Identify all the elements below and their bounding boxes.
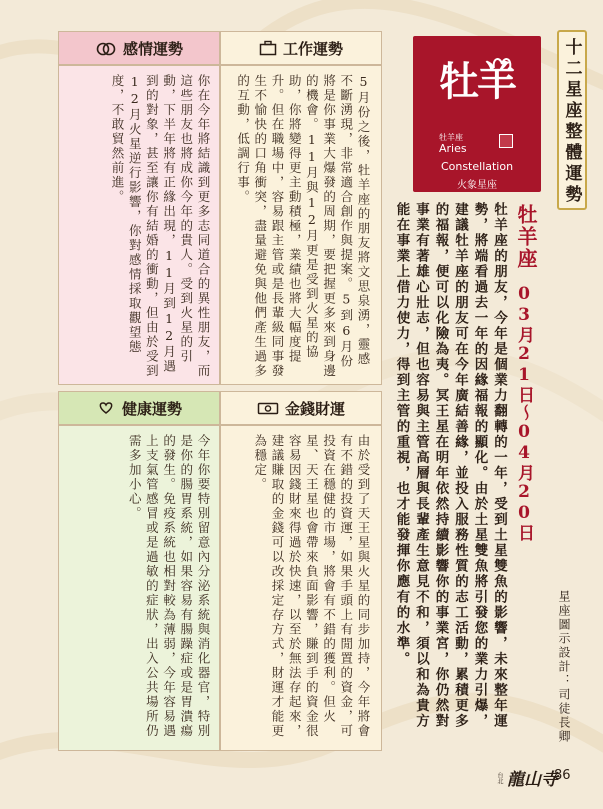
heart-hands-icon [96, 400, 116, 416]
love-header [58, 31, 220, 65]
money-header [220, 391, 382, 425]
career-text: 5月份之後，牡羊座的朋友將文思泉湧，靈感不斷湧現，非常適合創作與提案。5到6月份將是你事業大爆發的周期，要把握更多來到身邊的機會。11月與12月更是受到火星的協助，你將變得更主動積極，業績也將大幅度提升。但在職場中，容易跟主管或是長輩級同事發生不愉快的口角衝突，盡量避免與他們產生過多的互動，低調行事。 [235, 74, 371, 379]
section-title-bar [557, 30, 587, 210]
section-title: 十二星座整體運勢 [561, 38, 582, 206]
sign-constellation: Constellation [440, 160, 514, 173]
footer-logo-small: 台北 [496, 771, 503, 784]
money-text: 由於受到了天王星與火星的同步加持，今年將會有不錯的投資運，如果手頭上有閒置的資金，可投資在穩健的市場，將會有不錯的獲利。但火星、天王星也會帶來負面影響，賺到手的資金很容易因錢財來得過於快速，以至於無法存起來，建議賺取的金錢可以改採定存方式，財運才能更為穩定。 [252, 434, 371, 739]
sign-logo: 牡羊 [439, 58, 515, 105]
sign-overview: 牡羊座的朋友，今年是個業力翻轉的一年，受到土星雙魚的影響，未來整年運勢，將端看過去一年的因緣福報的顯化。由於土星雙魚將引發您的業力引爆，建議牡羊座的朋友可在今年廣結善緣，並投入服務性質的志工活動，累積更多的福報，便可以化險為夷。冥王星在明年依然持續影響你的事業宮，你仍然對事業有著雄心壯志，但也容易與主管高層與長輩產生意見不和，須以和為貴方能在事業上借力使力，得到主管的重視，也才能發揮你應有的水準。 [393, 202, 507, 729]
stamp-seal [499, 134, 513, 148]
footer-logo-text: 龍山寺 [507, 770, 558, 790]
health-title: 健康運勢 [121, 399, 182, 418]
career-title: 工作運勢 [282, 39, 343, 58]
sign-latin: Aries [439, 142, 467, 155]
money-title: 金錢財運 [284, 399, 345, 418]
sign-small-label: 牡羊座 [439, 133, 463, 142]
sign-element: 火象星座 [457, 180, 497, 191]
health-text: 今年你要特別留意內分泌系統與消化器官，特別是你的腸胃系統，如果容易有腸躁症或是胃潰瘍的發生。免疫系統也相對較為薄弱，今年容易遇上支氣管感冒或是過敏的症狀，出入公共場所仍需多加小心。 [127, 434, 211, 739]
page-number: 86 [554, 768, 571, 783]
briefcase-icon [259, 40, 277, 56]
health-header [58, 391, 220, 425]
rings-icon [95, 40, 117, 56]
money-icon [257, 400, 279, 416]
aries-glyph-icon [491, 54, 513, 70]
love-text: 你在今年將結識到更多志同道合的異性朋友，而這些朋友也將成你今年的貴人。受到火星的引動，下半年將有正緣出現，11月到12月遇到的對象，甚至讓你有結婚的衝動，但由於受到12月火星逆行影響，你對感情採取觀望態度，不敢貿然前進。 [109, 74, 211, 379]
footer-logo [495, 765, 558, 790]
love-title: 感情運勢 [122, 39, 183, 58]
sign-card [413, 36, 541, 192]
sign-name: 牡羊座 [514, 204, 538, 270]
sign-dates: 03月21日～04月20日 [514, 284, 534, 542]
design-credit: 星座圖示設計：司徒長卿 [557, 590, 571, 744]
career-header [220, 31, 382, 65]
